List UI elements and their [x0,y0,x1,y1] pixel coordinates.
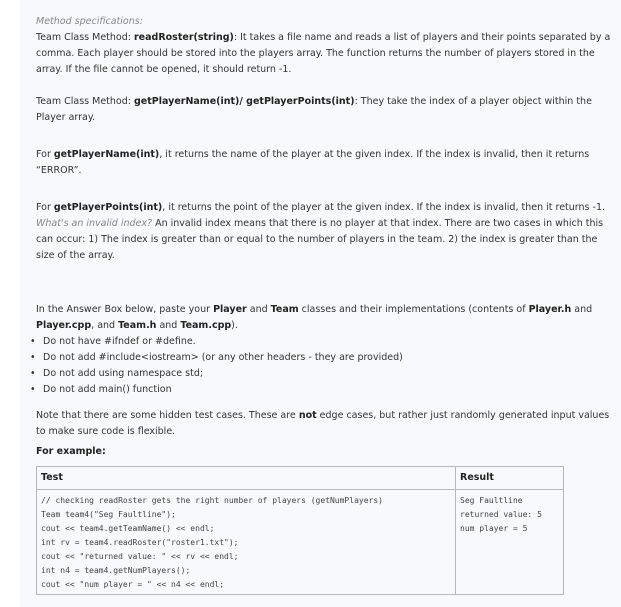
invalid-index-explanation: What's an invalid index? An invalid index means that there is no player at that index. There are two cases in which this can occur: 1) The index is greater than or equal to the number of players in the team. 2) the index is greater than the size of the array. [36,218,604,261]
list-item: • Do not add using namespace std; [32,366,616,382]
test-column-header: Test [37,467,456,490]
question-text [30,14,616,595]
hidden-tests-note: Note that there are some hidden test cases. These are not edge cases, but rather just randomly generated input values to make sure code is flexible. [36,410,610,437]
spacer [36,264,616,302]
spacer [36,398,616,408]
get-methods-spec: Team Class Method: getPlayerName(int)/ getPlayerPoints(int): They take the index of a player object within the Player array. [36,96,592,123]
answer-box-instructions: In the Answer Box below, paste your Player and Team classes and their implementations (contents of Player.h and Player.cpp, and Team.h and Team.cpp). [36,304,593,331]
list-item: • Do not add #include<iostream> (or any other headers - they are provided) [32,350,616,366]
bullet-icon: • [30,368,36,379]
get-points-spec: For getPlayerPoints(int), it returns the point of the player at the given index. If the index is invalid, then it returns -1. [36,202,606,213]
spacer [36,78,616,94]
result-column-header: Result [456,467,564,490]
test-code-cell: // checking readRoster gets the right number of players (getNumPlayers) Team team4("Seg Faultline"); cout << team4.getTeamName() << endl; int rv = team4.readRoster("roster1.txt"); cout << "returned value: " << rv << endl; int n4 = team4.getNumPlayers(); cout << "num player = " << n4 << endl; [37,490,456,595]
result-cell: Seg Faultline returned value: 5 num player = 5 [456,490,564,595]
rules-list [32,334,616,398]
list-item: • Do not add main() function [32,382,616,398]
get-name-spec: For getPlayerName(int), it returns the name of the player at the given index. If the index is invalid, then it returns “ERROR”. [36,149,590,176]
table-header-row [37,467,564,490]
example-title: For example: [36,446,106,457]
bullet-icon: • [30,336,36,347]
spec-heading: Method specifications: [36,16,143,27]
bullet-icon: • [30,384,36,395]
table-row [37,490,564,595]
spacer [36,179,616,200]
example-table [36,466,564,595]
list-item: • Do not have #ifndef or #define. [32,334,616,350]
bullet-icon: • [30,352,36,363]
spacer [36,126,616,147]
read-roster-spec: Team Class Method: readRoster(string): It takes a file name and reads a list of players and their points separated by a comma. Each player should be stored into the players array. The function returns the number of players stored in the array. If the file cannot be opened, it should return -1. [36,32,611,75]
